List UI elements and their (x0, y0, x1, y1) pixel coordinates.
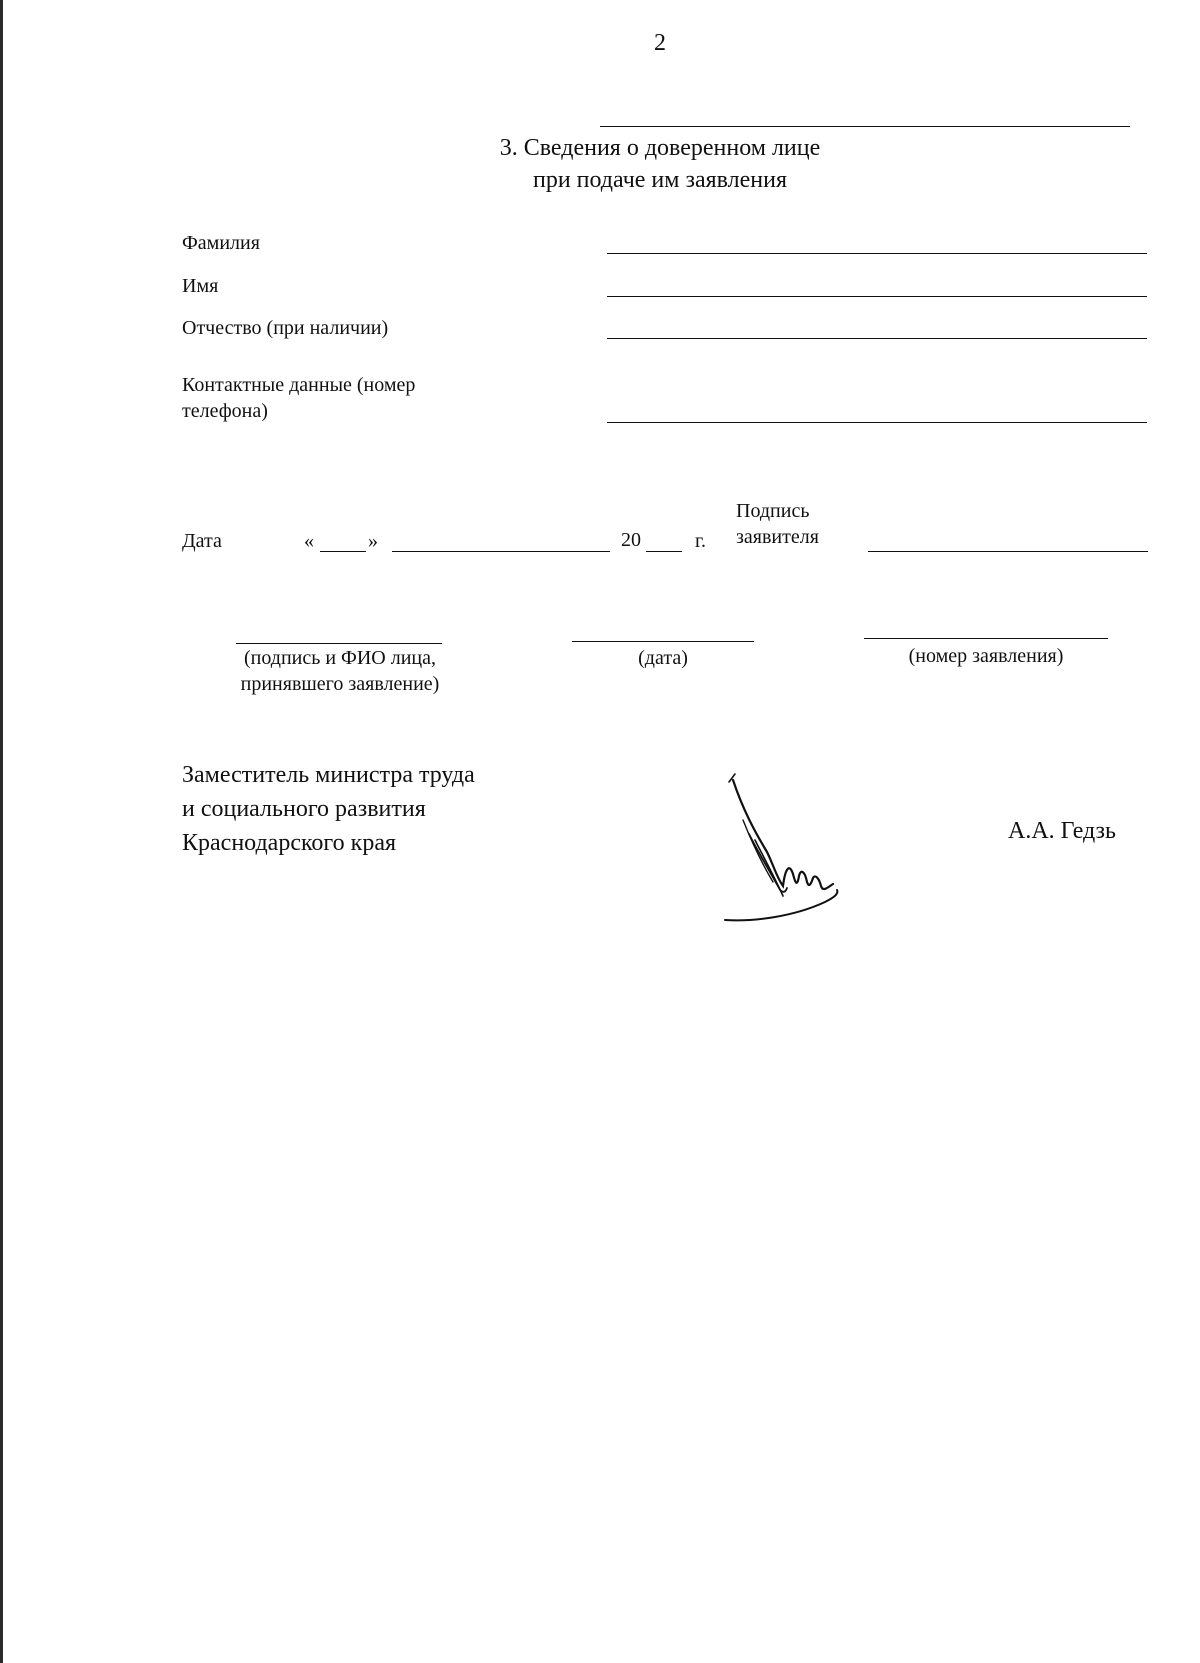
section-title (430, 132, 890, 196)
date-open-quote: « (304, 530, 314, 552)
acceptance-date-caption: (дата) (638, 647, 688, 669)
header-rule (600, 126, 1130, 127)
official-position-line1: Заместитель министра труда (182, 762, 475, 788)
receiver-caption-line1: (подпись и ФИО лица, (243, 647, 437, 669)
official-position-line3: Краснодарского края (182, 830, 397, 856)
surname-label: Фамилия (182, 232, 260, 254)
application-number-caption: (номер заявления) (908, 645, 1064, 667)
official-name: А.А. Гедзь (1008, 818, 1116, 844)
applicant-signature-label (736, 498, 819, 550)
receiver-caption (200, 645, 480, 697)
application-number-line[interactable] (864, 638, 1108, 639)
official-position (182, 758, 475, 860)
date-day-field-line[interactable] (320, 551, 366, 552)
page-number: 2 (654, 30, 666, 56)
patronymic-label: Отчество (при наличии) (182, 317, 389, 339)
date-close-quote: » (368, 530, 378, 552)
name-label: Имя (182, 275, 219, 297)
acceptance-date-line[interactable] (572, 641, 754, 642)
patronymic-field-line[interactable] (607, 338, 1147, 339)
surname-field-line[interactable] (607, 253, 1147, 254)
section-title-line2: при подаче им заявления (532, 167, 788, 193)
date-year-prefix: 20 (621, 529, 641, 551)
contact-label (182, 372, 522, 424)
handwritten-signature (715, 770, 855, 930)
applicant-signature-label-line2: заявителя (736, 526, 819, 548)
section-title-line1: 3. Сведения о доверенном лице (499, 135, 821, 161)
applicant-signature-field-line[interactable] (868, 551, 1148, 552)
contact-field-line[interactable] (607, 422, 1147, 423)
date-month-field-line[interactable] (392, 551, 610, 552)
applicant-signature-label-line1: Подпись (736, 500, 810, 522)
official-position-line2: и социального развития (182, 796, 426, 822)
contact-label-line1: Контактные данные (номер (182, 374, 416, 396)
date-year-suffix: г. (695, 530, 706, 552)
scan-edge (0, 0, 3, 1663)
receiver-caption-line2: принявшего заявление) (240, 673, 440, 695)
receiver-signature-line[interactable] (236, 643, 442, 644)
contact-label-line2: телефона) (182, 400, 268, 422)
name-field-line[interactable] (607, 296, 1147, 297)
date-year-field-line[interactable] (646, 551, 682, 552)
date-label: Дата (182, 530, 222, 552)
